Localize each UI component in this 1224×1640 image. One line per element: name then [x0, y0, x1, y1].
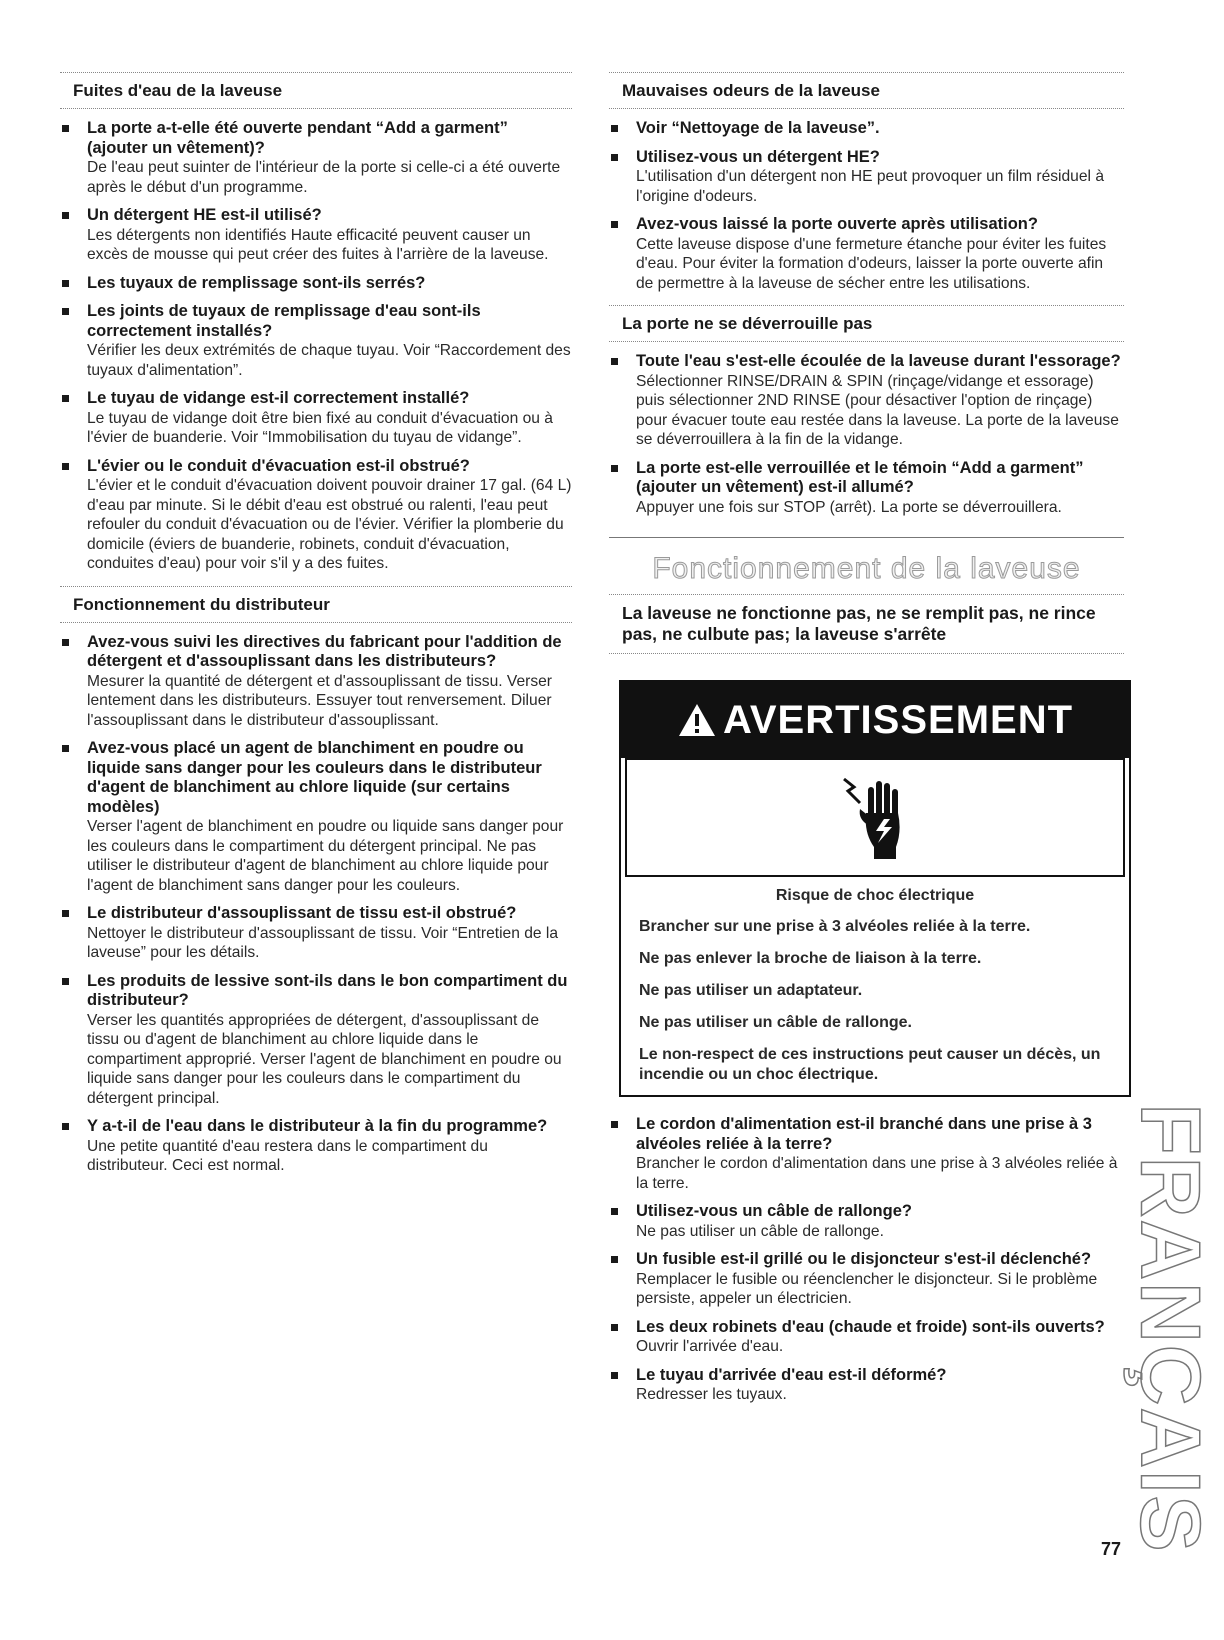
section-heading: Fuites d'eau de la laveuse	[60, 72, 572, 109]
list-item	[609, 459, 1124, 518]
list-item	[60, 1117, 572, 1176]
list-item	[60, 972, 572, 1109]
electric-shock-hand-icon	[840, 773, 910, 863]
bullet-icon	[611, 1208, 618, 1215]
bullet-icon	[62, 308, 69, 315]
bullet-icon	[62, 910, 69, 917]
list-item	[60, 457, 572, 574]
bullet-icon	[62, 395, 69, 402]
answer: Verser les quantités appropriées de détergent, d'assouplissant de tissu ou d'agent de blanchiment au chlore liquide dans le compartiment approprié. Verser l'agent de blanchiment en poudre ou liquide sans danger pour les couleurs dans le compartiment du détergent principal.	[87, 1011, 562, 1107]
warning-body	[621, 877, 1129, 1095]
question: Les produits de lessive sont-ils dans le bon compartiment du distributeur?	[87, 971, 568, 1009]
list-item	[609, 1202, 1124, 1241]
section-distributeur	[60, 586, 572, 1176]
bullet-icon	[62, 280, 69, 287]
question: Avez-vous placé un agent de blanchiment en poudre ou liquide sans danger pour les couleurs dans le distributeur d'agent de blanchiment au chlore liquide (sur certains modèles)	[87, 739, 542, 816]
answer: Ne pas utiliser un câble de rallonge.	[636, 1222, 884, 1240]
list-item	[609, 148, 1124, 207]
item-list	[609, 352, 1124, 517]
warning-line: Le non-respect de ces instructions peut causer un décès, un incendie ou un choc électrique.	[639, 1046, 1101, 1083]
page-number: 77	[1101, 1539, 1122, 1559]
list-item	[60, 739, 572, 895]
warning-icon-panel	[625, 758, 1125, 877]
list-item	[60, 206, 572, 265]
list-item	[60, 389, 572, 448]
question: Un fusible est-il grillé ou le disjoncteur s'est-il déclenché?	[636, 1250, 1092, 1268]
bullet-icon	[611, 1324, 618, 1331]
warning-line: Brancher sur une prise à 3 alvéoles reliée à la terre.	[639, 918, 1031, 935]
bullet-icon	[62, 978, 69, 985]
bullet-icon	[611, 465, 618, 472]
item-list	[609, 119, 1124, 293]
answer: De l'eau peut suinter de l'intérieur de la porte si celle-ci a été ouverte après le début d'un programme.	[87, 159, 561, 196]
question: Y a-t-il de l'eau dans le distributeur à la fin du programme?	[87, 1117, 548, 1135]
answer: Ouvrir l'arrivée d'eau.	[636, 1338, 784, 1355]
question: Avez-vous suivi les directives du fabricant pour l'addition de détergent et d'assouplissant dans les distributeurs?	[87, 632, 562, 670]
question: L'évier ou le conduit d'évacuation est-il obstrué?	[87, 456, 470, 475]
question: Utilisez-vous un détergent HE?	[636, 147, 880, 166]
right-column	[609, 72, 1124, 1417]
warning-risk: Risque de choc électrique	[775, 887, 975, 904]
bullet-icon	[611, 154, 618, 161]
warning-line: Ne pas enlever la broche de liaison à la terre.	[639, 950, 982, 967]
question: Voir “Nettoyage de la laveuse”.	[636, 119, 880, 137]
answer: Le tuyau de vidange doit être bien fixé au conduit d'évacuation ou à l'évier de buanderie. Voir “Immobilisation du tuyau de vidange”.	[87, 409, 553, 446]
answer: Vérifier les deux extrémités de chaque tuyau. Voir “Raccordement des tuyaux d'alimentation”.	[87, 342, 571, 379]
question: Toute l'eau s'est-elle écoulée de la laveuse durant l'essorage?	[636, 352, 1121, 370]
chapter-title: Fonctionnement de la laveuse	[609, 537, 1124, 594]
item-list	[60, 119, 572, 574]
question: Le tuyau de vidange est-il correctement installé?	[87, 389, 470, 407]
answer: Appuyer une fois sur STOP (arrêt). La porte se déverrouillera.	[636, 498, 1062, 516]
answer: Redresser les tuyaux.	[636, 1386, 787, 1403]
subsection-heading: La laveuse ne fonctionne pas, ne se remplit pas, ne rince pas, ne culbute pas; la laveuse s'arrête	[609, 594, 1124, 654]
warning-title: AVERTISSEMENT	[722, 697, 1074, 742]
list-item	[609, 1115, 1124, 1193]
item-list	[609, 1115, 1124, 1405]
answer: Verser l'agent de blanchiment en poudre ou liquide sans danger pour les couleurs dans le compartiment du détergent principal. Ne pas utiliser le distributeur d'agent de blanchiment au chlore liquide pour l'agent de blanchiment sans danger pour les couleurs.	[87, 818, 564, 894]
answer: L'évier et le conduit d'évacuation doivent pouvoir drainer 17 gal. (64 L) d'eau par minute. Si le débit d'eau est obstrué ou ralenti, l'eau peut refouler du conduit d'évacuation ou de l'évier. Vérifier la plomberie du domicile (éviers de buanderie, robinets, conduit d'évacuation, conduites d'eau) pour voir s'il y a des fuites.	[87, 477, 572, 572]
section-heading: Fonctionnement du distributeur	[60, 586, 572, 623]
list-item	[609, 215, 1124, 293]
bullet-icon	[611, 125, 618, 132]
warning-box	[619, 680, 1131, 1097]
list-item	[60, 119, 572, 197]
question: Les tuyaux de remplissage sont-ils serrés?	[87, 273, 426, 292]
bullet-icon	[62, 212, 69, 219]
list-item	[60, 904, 572, 963]
answer: Remplacer le fusible ou réenclencher le disjoncteur. Si le problème persiste, appeler un électricien.	[636, 1270, 1098, 1307]
answer: L'utilisation d'un détergent non HE peut provoquer un film résiduel à l'origine d'odeurs.	[636, 168, 1104, 205]
warning-line: Ne pas utiliser un câble de rallonge.	[639, 1014, 912, 1031]
question: Les deux robinets d'eau (chaude et froide) sont-ils ouverts?	[636, 1317, 1105, 1336]
section-heading: Mauvaises odeurs de la laveuse	[609, 72, 1124, 109]
bullet-icon	[611, 1121, 618, 1128]
bullet-icon	[62, 745, 69, 752]
question: Un détergent HE est-il utilisé?	[87, 206, 322, 224]
question: La porte est-elle verrouillée et le témoin “Add a garment” (ajouter un vêtement) est-il allumé?	[636, 458, 1084, 496]
bullet-icon	[611, 358, 618, 365]
list-item	[609, 119, 1124, 139]
section-odeurs	[609, 72, 1124, 293]
bullet-icon	[611, 221, 618, 228]
list-item	[609, 352, 1124, 450]
list-item	[60, 302, 572, 380]
section-heading: La porte ne se déverrouille pas	[609, 305, 1124, 342]
bullet-icon	[62, 639, 69, 646]
answer: Sélectionner RINSE/DRAIN & SPIN (rinçage/vidange et essorage) puis sélectionner 2ND RINSE (pour désactiver l'option de rinçage) pour évacuer toute eau restée dans la laveuse. La porte de la laveuse se déverrouillera à la fin de la vidange.	[636, 372, 1119, 448]
warning-band	[621, 682, 1129, 758]
question: La porte a-t-elle été ouverte pendant “Add a garment” (ajouter un vêtement)?	[87, 119, 508, 157]
left-column	[60, 72, 572, 1188]
answer: Une petite quantité d'eau restera dans le compartiment du distributeur. Ceci est normal.	[87, 1137, 488, 1174]
answer: Nettoyer le distributeur d'assouplissant de tissu. Voir “Entretien de la laveuse” pour les détails.	[87, 924, 559, 961]
section-porte	[609, 305, 1124, 517]
list-item	[609, 1250, 1124, 1309]
language-side-tab	[1123, 1060, 1218, 1640]
language-label: FRANÇAIS	[1123, 1103, 1218, 1554]
question: Le tuyau d'arrivée d'eau est-il déformé?	[636, 1365, 947, 1384]
answer: Brancher le cordon d'alimentation dans une prise à 3 alvéoles reliée à la terre.	[636, 1155, 1118, 1192]
bullet-icon	[62, 1123, 69, 1130]
list-item	[609, 1318, 1124, 1357]
answer: Les détergents non identifiés Haute efficacité peuvent causer un excès de mousse qui peut créer des fuites à l'arrière de la laveuse.	[87, 226, 549, 263]
section-fuites	[60, 72, 572, 574]
warning-line: Ne pas utiliser un adaptateur.	[639, 982, 863, 999]
answer: Mesurer la quantité de détergent et d'assouplissant de tissu. Verser lentement dans les distributeurs. Essuyer tout renversement. Diluer l'assouplissant dans le distributeur d'assouplissant.	[87, 672, 552, 729]
item-list	[60, 633, 572, 1176]
bullet-icon	[611, 1256, 618, 1263]
warning-triangle-icon	[677, 702, 717, 738]
list-item	[609, 1366, 1124, 1405]
answer: Cette laveuse dispose d'une fermeture étanche pour éviter les fuites d'eau. Pour éviter la formation d'odeurs, laisser la porte ouverte afin de permettre à la laveuse de sécher entre les utilisations.	[636, 235, 1107, 292]
bullet-icon	[62, 463, 69, 470]
list-item	[60, 274, 572, 294]
bullet-icon	[611, 1372, 618, 1379]
question: Utilisez-vous un câble de rallonge?	[636, 1202, 912, 1220]
question: Les joints de tuyaux de remplissage d'eau sont-ils correctement installés?	[87, 302, 481, 340]
question: Le cordon d'alimentation est-il branché dans une prise à 3 alvéoles reliée à la terre?	[636, 1115, 1092, 1153]
question: Le distributeur d'assouplissant de tissu est-il obstrué?	[87, 904, 517, 922]
question: Avez-vous laissé la porte ouverte après utilisation?	[636, 215, 1038, 233]
bullet-icon	[62, 125, 69, 132]
list-item	[60, 633, 572, 731]
